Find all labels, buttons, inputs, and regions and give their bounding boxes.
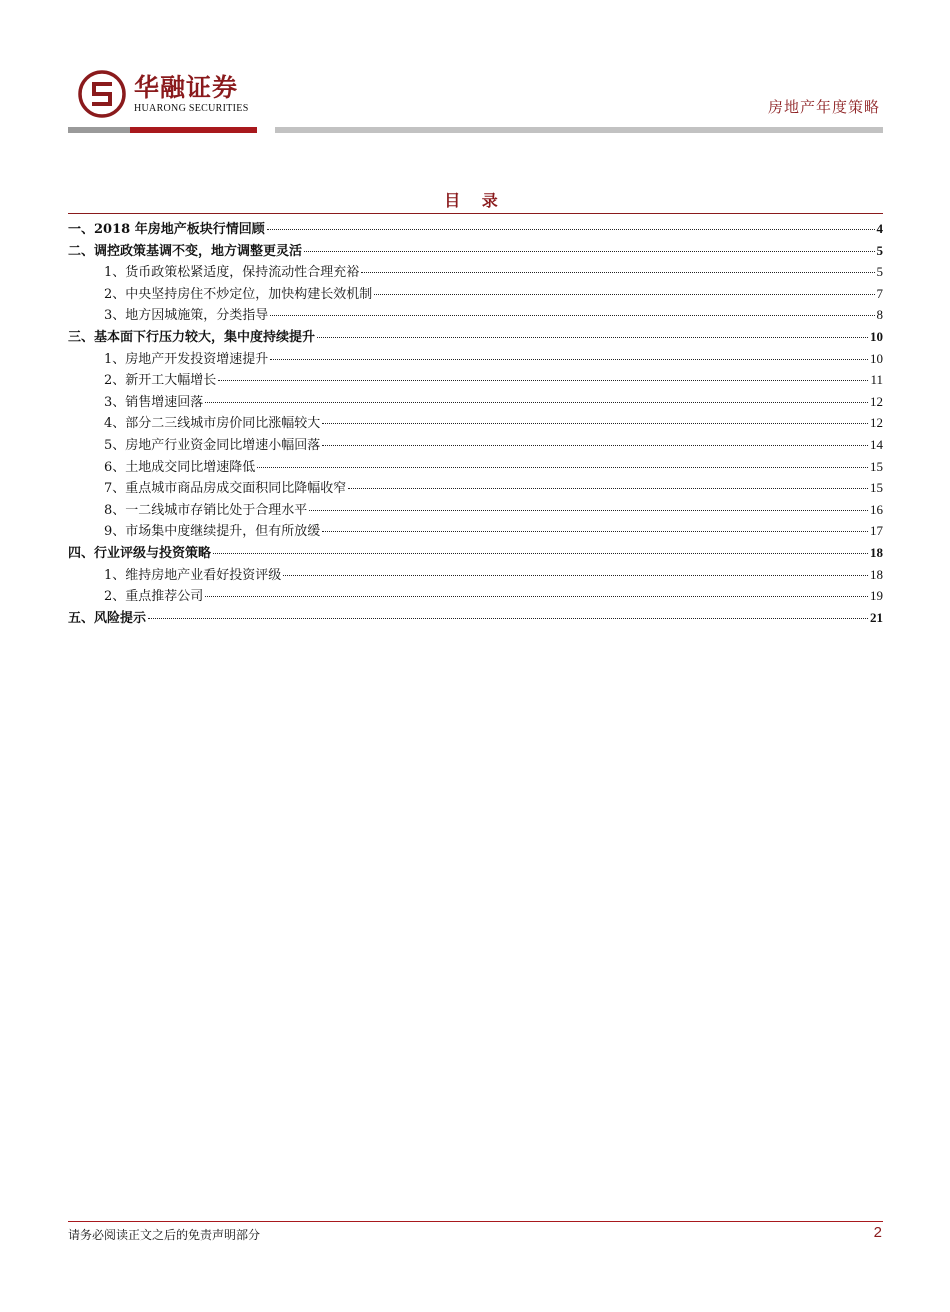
page-number: 2: [873, 1224, 882, 1241]
toc-entry-page: 15: [870, 480, 883, 496]
toc-dot-leader: [218, 380, 868, 381]
toc-title: 目 录: [444, 191, 506, 210]
brand-name-cn: 华融证券: [134, 73, 239, 102]
toc-dot-leader: [148, 618, 868, 619]
toc-subsection-entry[interactable]: [68, 348, 883, 370]
toc-entry-text: 2、中央坚持房住不炒定位，加快构建长效机制: [104, 286, 373, 302]
report-type-label: 房地产年度策略: [767, 98, 880, 116]
toc-dot-leader: [205, 596, 868, 597]
toc-dot-leader: [205, 402, 868, 403]
toc-subsection-entry[interactable]: [68, 499, 883, 521]
header-bar-gray-right: [275, 127, 883, 133]
toc-entry-text: 三、基本面下行压力较大，集中度持续提升: [68, 329, 316, 345]
toc-dot-leader: [270, 359, 868, 360]
toc-entry-page: 11: [870, 372, 883, 388]
toc-entry-page: 5: [876, 242, 883, 258]
toc-entry-text: 3、地方因城施策，分类指导: [104, 308, 269, 324]
toc-entry-text: 一、2018 年房地产板块行情回顾: [68, 222, 265, 237]
toc-subsection-entry[interactable]: [68, 261, 883, 283]
toc-entry-page: 10: [870, 350, 883, 366]
toc-dot-leader: [361, 272, 874, 273]
toc-section-entry[interactable]: [68, 607, 883, 629]
toc-dot-leader: [322, 423, 868, 424]
toc-subsection-entry[interactable]: [68, 477, 883, 499]
toc-entry-page: 17: [870, 523, 883, 539]
toc-subsection-entry[interactable]: [68, 369, 883, 391]
page-header: [0, 0, 950, 140]
brand-name-en: HUARONG SECURITIES: [134, 103, 249, 114]
toc-entry-page: 14: [870, 436, 883, 452]
toc-entry-text: 四、行业评级与投资策略: [68, 545, 212, 561]
toc-subsection-entry[interactable]: [68, 564, 883, 586]
toc-subsection-entry[interactable]: [68, 456, 883, 478]
toc-section-entry[interactable]: [68, 542, 883, 564]
toc-entry-text: 5、房地产行业资金同比增速小幅回落: [104, 437, 321, 453]
toc-dot-leader: [322, 531, 868, 532]
toc-dot-leader: [374, 294, 874, 295]
toc-entry-text: 二、调控政策基调不变，地方调整更灵活: [68, 243, 303, 259]
header-bar-gray-left: [68, 127, 130, 133]
toc-subsection-entry[interactable]: [68, 434, 883, 456]
header-bar-red: [130, 127, 257, 133]
toc-entry-text: 4、部分二三线城市房价同比涨幅较大: [104, 416, 321, 432]
toc-dot-leader: [309, 510, 868, 511]
toc-entry-text: 2、新开工大幅增长: [104, 373, 217, 389]
toc-entry-page: 7: [876, 285, 883, 301]
toc-section-entry[interactable]: [68, 218, 883, 240]
toc-subsection-entry[interactable]: [68, 412, 883, 434]
toc-entry-page: 5: [876, 264, 883, 280]
disclaimer-note: 请务必阅读正文之后的免责声明部分: [68, 1228, 261, 1242]
toc-entry-page: 12: [870, 415, 883, 431]
toc-subsection-entry[interactable]: [68, 304, 883, 326]
toc-entry-text: 1、房地产开发投资增速提升: [104, 351, 269, 367]
toc-title-rule: [68, 213, 883, 214]
toc-dot-leader: [304, 251, 874, 252]
toc-entry-page: 12: [870, 393, 883, 409]
toc-entry-text: 8、一二线城市存销比处于合理水平: [104, 502, 308, 518]
table-of-contents: [68, 218, 883, 628]
toc-entry-page: 21: [870, 609, 883, 625]
toc-entry-page: 15: [870, 458, 883, 474]
toc-dot-leader: [257, 467, 868, 468]
toc-dot-leader: [270, 315, 874, 316]
huarong-logo-icon: [78, 70, 126, 118]
toc-entry-page: 16: [870, 501, 883, 517]
toc-entry-text: 9、市场集中度继续提升，但有所放缓: [104, 524, 321, 540]
toc-dot-leader: [283, 575, 868, 576]
toc-entry-page: 10: [870, 328, 883, 344]
toc-entry-text: 3、销售增速回落: [104, 394, 204, 410]
toc-dot-leader: [322, 445, 868, 446]
toc-entry-text: 6、土地成交同比增速降低: [104, 459, 256, 475]
toc-entry-page: 8: [876, 307, 883, 323]
toc-entry-text: 7、重点城市商品房成交面积同比降幅收窄: [104, 481, 347, 497]
toc-subsection-entry[interactable]: [68, 391, 883, 413]
toc-entry-text: 1、维持房地产业看好投资评级: [104, 567, 282, 583]
toc-dot-leader: [213, 553, 868, 554]
toc-dot-leader: [267, 229, 875, 230]
footer-rule: [68, 1221, 883, 1222]
toc-entry-page: 4: [876, 221, 883, 236]
toc-section-entry[interactable]: [68, 240, 883, 262]
toc-entry-page: 18: [870, 544, 883, 560]
toc-section-entry[interactable]: [68, 326, 883, 348]
toc-entry-page: 19: [870, 588, 883, 604]
toc-entry-page: 18: [870, 566, 883, 582]
toc-entry-text: 1、货币政策松紧适度，保持流动性合理充裕: [104, 265, 360, 281]
toc-entry-text: 五、风险提示: [68, 610, 147, 626]
toc-entry-text: 2、重点推荐公司: [104, 589, 204, 605]
toc-subsection-entry[interactable]: [68, 585, 883, 607]
toc-subsection-entry[interactable]: [68, 283, 883, 305]
toc-dot-leader: [317, 337, 868, 338]
toc-dot-leader: [348, 488, 868, 489]
toc-subsection-entry[interactable]: [68, 520, 883, 542]
